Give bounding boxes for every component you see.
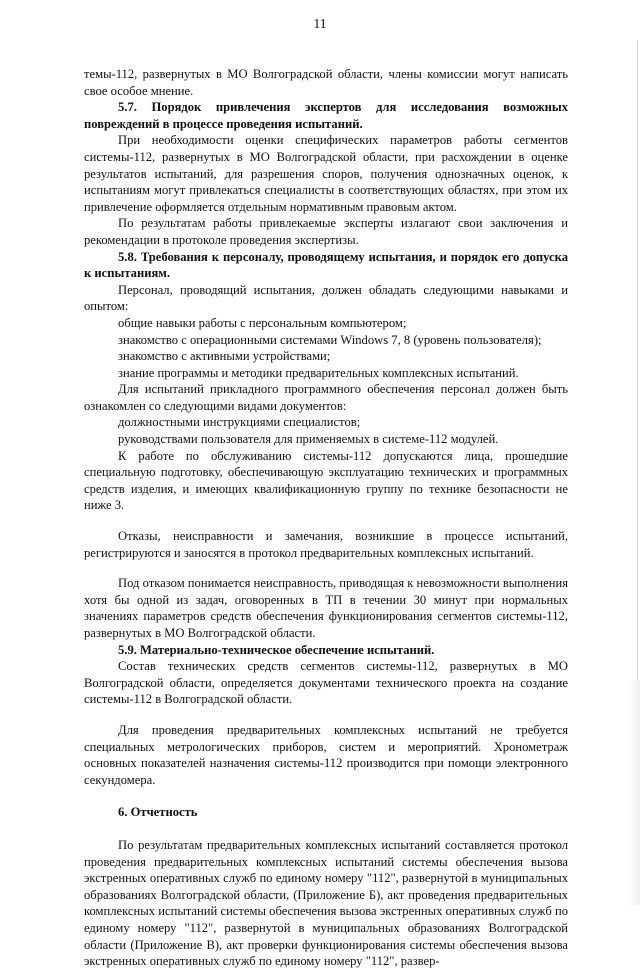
list-item-skill: знакомство с операционными системами Windows 7, 8 (уровень пользователя);: [118, 332, 542, 347]
list-item-doc: руководствами пользователя для применяемых в системе-112 модулей.: [118, 432, 499, 447]
scan-edge-shadow: [626, 680, 640, 905]
paragraph-reporting: По результатам предварительных комплексных испытаний составляется протокол проведения предварительных комплексных испытаний системы обеспечения вызова экстренных оперативных служб по единому номеру "112", развернутой в муниципальных образованиях Волгоградской области, (Приложение Б), акт проведения предварительных комплексных испытаний системы обеспечения вызова экстренных оперативных служб по единому номеру "112", развернутой в муниципальных образованиях Волгоградской области (Приложение В), акт проверки функционирования системы обеспечения вызова экстренных оперативных служб по единому номеру "112", развер-: [84, 837, 568, 969]
paragraph-failures: Отказы, неисправности и замечания, возникшие в процессе испытаний, регистрируются и заносятся в протокол предварительных комплексных испытаний.: [84, 529, 568, 560]
heading-5-8: 5.8. Требования к персоналу, проводящему испытания, и порядок его допуска к испытаниям.: [84, 249, 568, 281]
paragraph-experts-need: При необходимости оценки специфических параметров работы сегментов системы-112, развернутых в МО Волгоградской области, при расхождении в оценке результатов испытаний, для разрешения споров, получения однозначных оценок, к испытаниям могут привлекаться специалисты в соответствующих областях, при этом их привлечение оформляется отдельным нормативным правовым актом.: [84, 133, 568, 214]
list-item-skill: знакомство с активными устройствами;: [118, 349, 331, 364]
paragraph-staff-skills-intro: Персонал, проводящий испытания, должен обладать следующими навыками и опытом:: [84, 282, 568, 314]
list-item-skill: общие навыки работы с персональным компьютером;: [118, 315, 407, 330]
heading-5-9: 5.9. Материально-техническое обеспечение испытаний.: [118, 642, 435, 657]
document-body: [84, 66, 568, 970]
heading-section-6: 6. Отчетность: [118, 805, 198, 820]
list-item-doc: должностными инструкциями специалистов;: [118, 415, 361, 430]
page-number: 11: [313, 16, 327, 31]
paragraph-admission: К работе по обслуживанию системы-112 допускаются лица, прошедшие специальную подготовку, обеспечивающую эксплуатацию технических и программных средств изделия, и имеющих квалификационную группу по технике безопасности не ниже 3.: [84, 448, 568, 513]
paragraph-experts-results: По результатам работы привлекаемые эксперты излагают свои заключения и рекомендации в протоколе проведения экспертизы.: [84, 216, 568, 247]
paragraph-failure-definition: Под отказом понимается неисправность, приводящая к невозможности выполнения хотя бы одной из задач, оговоренных в ТП в течении 30 минут при нормальных значениях параметров средств обеспечения функционирования сегментов системы-112, развернутых в МО Волгоградской области.: [84, 576, 568, 640]
heading-5-7: 5.7. Порядок привлечения экспертов для исследования возможных повреждений в процессе проведения испытаний.: [84, 100, 568, 131]
paragraph-docs-intro: Для испытаний прикладного программного обеспечения персонал должен быть ознакомлен со следующими видами документов:: [84, 382, 568, 413]
paragraph-commission-opinion: темы-112, развернутых в МО Волгоградской области, члены комиссии могут написать свое особое мнение.: [84, 67, 568, 98]
paragraph-metrology: Для проведения предварительных комплексных испытаний не требуется специальных метрологических приборов, систем и мероприятий. Хронометраж основных показателей назначения системы-112 производится при помощи электронного секундомера.: [84, 722, 568, 787]
paragraph-technical-means: Состав технических средств сегментов системы-112, развернутых в МО Волгоградской области, определяется документами технического проекта на создание системы-112 в Волгоградской области.: [84, 659, 568, 707]
list-item-skill: знание программы и методики предварительных комплексных испытаний.: [118, 365, 519, 380]
